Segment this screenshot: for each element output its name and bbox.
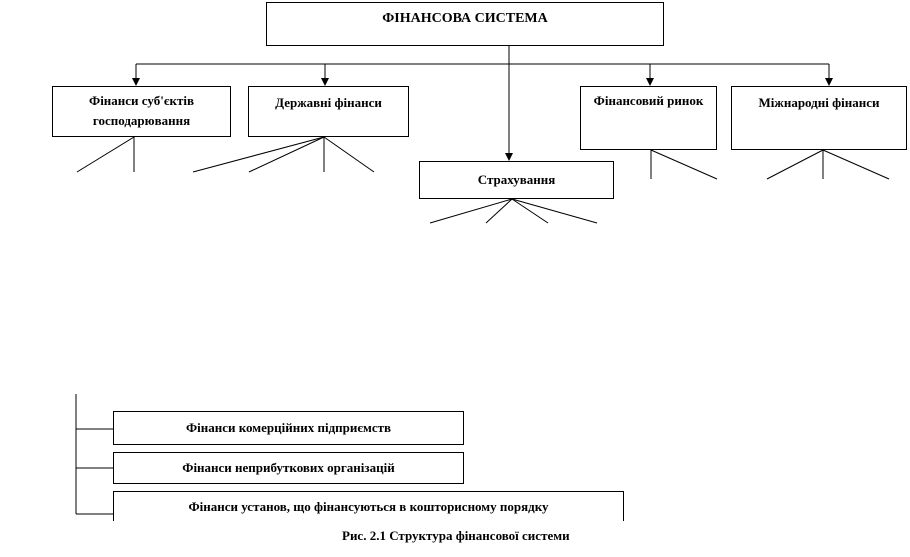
node-nonprofit-organizations: Фінанси неприбуткових організацій [113, 452, 464, 484]
node-international-finance: Міжнародні фінанси [731, 86, 907, 150]
node-financial-market: Фінансовий ринок [580, 86, 717, 150]
figure-caption: Рис. 2.1 Структура фінансової системи [342, 528, 570, 543]
node-insurance: Страхування [419, 161, 614, 199]
fan-insur [430, 199, 597, 223]
node-commercial-enterprises: Фінанси комерційних підприємств [113, 411, 464, 445]
root-node-financial-system: ФІНАНСОВА СИСТЕМА [266, 2, 664, 46]
node-budget-institutions: Фінанси установ, що фінансуються в кошторисному порядку [113, 491, 624, 521]
node-public-finance: Державні фінанси [248, 86, 409, 137]
node-business-finance: Фінанси суб'єктів господарювання [52, 86, 231, 137]
fan-state [193, 137, 374, 172]
subtype-bracket [76, 394, 113, 514]
fan-market [651, 150, 717, 179]
fan-subj [77, 137, 134, 172]
fan-intl [767, 150, 889, 179]
